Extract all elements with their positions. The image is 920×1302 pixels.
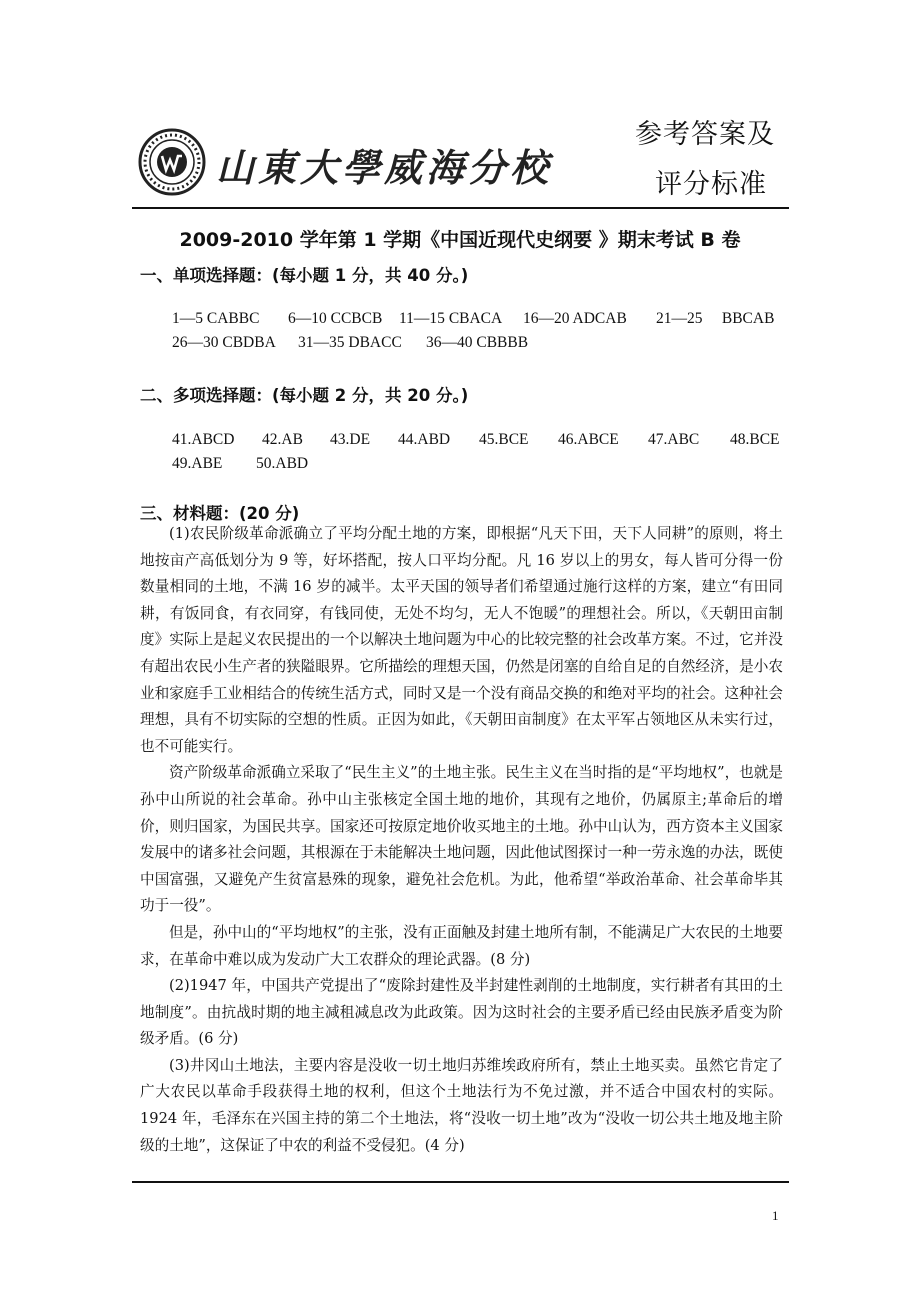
answer-group: 6—10 CCBCB: [288, 310, 383, 327]
answer-item: 44.ABD: [398, 431, 451, 448]
answer-item: 41.ABCD: [172, 431, 235, 448]
section2-answers-row1: [172, 428, 780, 452]
answer-item: 48.BCE: [730, 431, 780, 448]
university-seal-icon: [138, 128, 206, 196]
answer-item: 50.ABD: [256, 455, 309, 472]
exam-title: 2009-2010 学年第 1 学期《中国近现代史纲要 》期末考试 B 卷: [179, 229, 741, 251]
answer-paragraph: 但是，孙中山的“平均地权”的主张，没有正面触及封建土地所有制，不能满足广大农民的土地要求，在革命中难以成为发动广大工农群众的理论武器。(8 分): [140, 923, 783, 968]
document-header-title: [635, 110, 795, 210]
answer-group: 31—35 DBACC: [298, 334, 402, 351]
answer-group: 36—40 CBBBB: [426, 334, 529, 351]
answer-group: 1—5 CABBC: [172, 310, 260, 327]
header-title-line2: 评分标准: [655, 169, 767, 200]
section2-answers-row2: [172, 452, 308, 476]
answer-item: 45.BCE: [479, 431, 529, 448]
answer-item: 47.ABC: [648, 431, 700, 448]
header-divider: [132, 207, 789, 209]
footer-divider: [132, 1181, 789, 1183]
answer-paragraph: (1)农民阶级革命派确立了平均分配土地的方案，即根据“凡天下田，天下人同耕”的原则，将土地按亩产高低划分为 9 等，好坏搭配，按人口平均分配。凡 16 岁以上的男女，每人皆可分得一份数量相同的土地，不满 16 岁的减半。太平天国的领导者们希望通过施行这样的方案，建立“有田同耕，有饭同食，有衣同穿，有钱同使，无处不均匀，无人不饱暖”的理想社会。所以，《天朝田亩制度》实际上是起义农民提出的一个以解决土地问题为中心的比较完整的社会改革方案。不过，它并没有超出农民小生产者的狭隘眼界。它所描绘的理想天国，仍然是闭塞的自给自足的自然经济，是小农业和家庭手工业相结合的传统生活方式，同时又是一个没有商品交换的和绝对平均的社会。这种社会理想，具有不切实际的空想的性质。正因为如此，《天朝田亩制度》在太平军占领地区从未实行过，也不可能实行。: [140, 525, 783, 755]
section2-title: 二、多项选择题：(每小题 2 分，共 20 分。): [140, 386, 469, 405]
answer-paragraph: (3)井冈山土地法，主要内容是没收一切土地归苏维埃政府所有，禁止土地买卖。虽然它肯定了广大农民以革命手段获得土地的权利，但这个土地法行为不免过激，并不适合中国农村的实际。1924 年，毛泽东在兴国主持的第二个土地法，将“没收一切土地”改为“没收一切公共土地及地主阶级的土地”，这保证了中农的利益不受侵犯。(4 分): [140, 1056, 783, 1154]
answer-group: 21—25 BBCAB: [656, 310, 775, 327]
answer-item: 49.ABE: [172, 455, 223, 472]
answer-paragraph: 资产阶级革命派确立采取了“民生主义”的土地主张。民生主义在当时指的是“平均地权”，也就是孙中山所说的社会革命。孙中山主张核定全国土地的地价，其现有之地价，仍属原主;革命后的增价，则归国家，为国民共享。国家还可按原定地价收买地主的土地。孙中山认为，西方资本主义国家发展中的诸多社会问题，其根源在于未能解决土地问题，因此他试图探讨一种一劳永逸的办法，既使中国富强，又避免产生贫富悬殊的现象，避免社会危机。为此，他希望“举政治革命、社会革命毕其功于一役”。: [140, 764, 783, 915]
section3-title: 三、材料题：(20 分): [140, 504, 300, 523]
answer-item: 43.DE: [330, 431, 371, 448]
section3-answer-text: [140, 521, 783, 1159]
section1-answers-row2: [172, 331, 528, 355]
section1-answers-row1: [172, 307, 774, 331]
answer-group: 16—20 ADCAB: [523, 310, 627, 327]
header-title-line1: 参考答案及: [635, 119, 775, 150]
answer-item: 42.AB: [262, 431, 303, 448]
page-number: 1: [772, 1208, 779, 1223]
school-name-logo: 山東大學威海分校: [216, 145, 553, 190]
section1-title: 一、单项选择题：(每小题 1 分，共 40 分。): [140, 266, 469, 285]
answer-item: 46.ABCE: [558, 431, 619, 448]
answer-paragraph: (2)1947 年，中国共产党提出了“废除封建性及半封建性剥削的土地制度，实行耕者有其田的土地制度”。由抗战时期的地主减租减息改为此政策。因为这时社会的主要矛盾已经由民族矛盾变为阶级矛盾。(6 分): [140, 977, 783, 1048]
answer-group: 11—15 CBACA: [399, 310, 503, 327]
answer-group: 26—30 CBDBA: [172, 334, 276, 351]
